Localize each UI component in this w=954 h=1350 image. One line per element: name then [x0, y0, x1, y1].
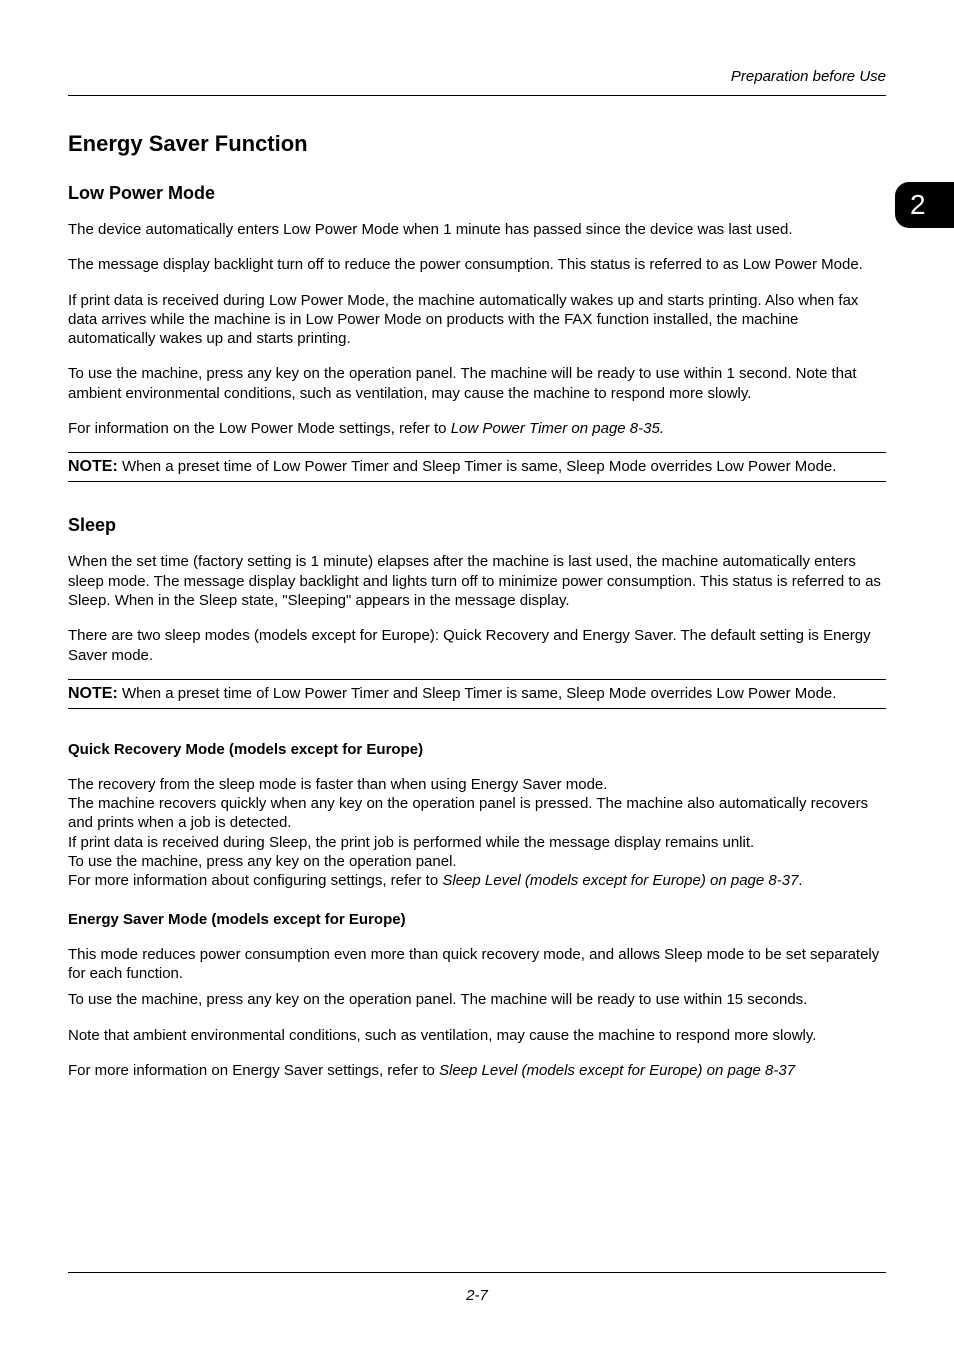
- running-header: Preparation before Use: [730, 68, 886, 85]
- note-text: When a preset time of Low Power Timer and Sleep Timer is same, Sleep Mode overrides Low Power Mode.: [117, 684, 837, 702]
- quick-recovery-line-3: If print data is received during Sleep, the print job is performed while the message display remains unlit.: [68, 833, 755, 851]
- quick-recovery-heading: Quick Recovery Mode (models except for Europe): [68, 740, 424, 758]
- low-power-heading: Low Power Mode: [68, 183, 216, 203]
- section-energy-saver: [68, 911, 886, 1080]
- low-power-paragraph-4: To use the machine, press any key on the operation panel. The machine will be ready to use within 1 second. Note that ambient environmental conditions, such as ventilation, may cause the machine to respond more slowly.: [68, 365, 857, 402]
- low-power-note: [68, 452, 886, 482]
- header-rule: [68, 95, 886, 96]
- section-low-power-mode: [68, 182, 886, 482]
- quick-recovery-line-1: The recovery from the sleep mode is faster than when using Energy Saver mode.: [68, 775, 608, 793]
- sleep-paragraph-2: There are two sleep modes (models except for Europe): Quick Recovery and Energy Saver. The default setting is Energy Saver mode.: [68, 627, 871, 664]
- quick-recovery-body: [68, 775, 886, 891]
- sleep-paragraph-1: When the set time (factory setting is 1 minute) elapses after the machine is last used, the machine automatically enters sleep mode. The message display backlight and lights turn off to minimize power consumption. This status is referred to as Sleep. When in the Sleep state, "Sleeping" appears in the message display.: [68, 553, 881, 609]
- note-text: When a preset time of Low Power Timer and Sleep Timer is same, Sleep Mode overrides Low Power Mode.: [117, 458, 837, 476]
- sleep-note: [68, 679, 886, 709]
- low-power-timer-link[interactable]: Low Power Timer on page 8-35.: [450, 420, 664, 438]
- page-number: 2-7: [466, 1287, 488, 1304]
- low-power-paragraph-5: [68, 419, 886, 438]
- section-quick-recovery: [68, 741, 886, 891]
- energy-saver-paragraph-3: Note that ambient environmental conditions, such as ventilation, may cause the machine to respond more slowly.: [68, 1026, 817, 1044]
- low-power-paragraph-2: The message display backlight turn off to reduce the power consumption. This status is referred to as Low Power Mode.: [68, 256, 863, 274]
- low-power-paragraph-1: The device automatically enters Low Power Mode when 1 minute has passed since the device was last used.: [68, 221, 793, 238]
- sleep-level-link[interactable]: Sleep Level (models except for Europe) on page 8-37: [442, 872, 799, 890]
- footer-rule: [68, 1272, 886, 1273]
- low-power-ref-text: For information on the Low Power Mode settings, refer to: [68, 420, 451, 438]
- energy-saver-paragraph-4: [68, 1061, 886, 1080]
- sentence-end: .: [798, 872, 803, 890]
- sleep-level-link[interactable]: Sleep Level (models except for Europe) on page 8-37: [439, 1061, 796, 1079]
- quick-recovery-ref-text: For more information about configuring settings, refer to: [68, 872, 443, 890]
- note-label: NOTE:: [68, 684, 118, 702]
- quick-recovery-line-2: The machine recovers quickly when any key on the operation panel is pressed. The machine also automatically recovers and prints when a job is detected.: [68, 795, 869, 832]
- chapter-tab: 2: [895, 182, 954, 228]
- section-sleep: [68, 514, 886, 708]
- energy-saver-paragraph-1: This mode reduces power consumption even more than quick recovery mode, and allows Sleep mode to be set separately for each function.: [68, 945, 880, 982]
- page-title: Energy Saver Function: [68, 131, 308, 156]
- quick-recovery-line-5: [68, 871, 886, 890]
- note-label: NOTE:: [68, 458, 118, 476]
- energy-saver-paragraph-2: To use the machine, press any key on the operation panel. The machine will be ready to use within 15 seconds.: [68, 991, 808, 1009]
- quick-recovery-line-4: To use the machine, press any key on the operation panel.: [68, 853, 457, 871]
- page-content: [68, 130, 886, 1096]
- low-power-paragraph-3: If print data is received during Low Power Mode, the machine automatically wakes up and starts printing. Also when fax data arrives while the machine is in Low Power Mode on products with the FAX function installed, the machine automatically wakes up and starts printing.: [68, 291, 859, 348]
- energy-saver-ref-text: For more information on Energy Saver settings, refer to: [68, 1061, 439, 1079]
- energy-saver-heading: Energy Saver Mode (models except for Europe): [68, 910, 406, 928]
- sleep-heading: Sleep: [68, 515, 117, 536]
